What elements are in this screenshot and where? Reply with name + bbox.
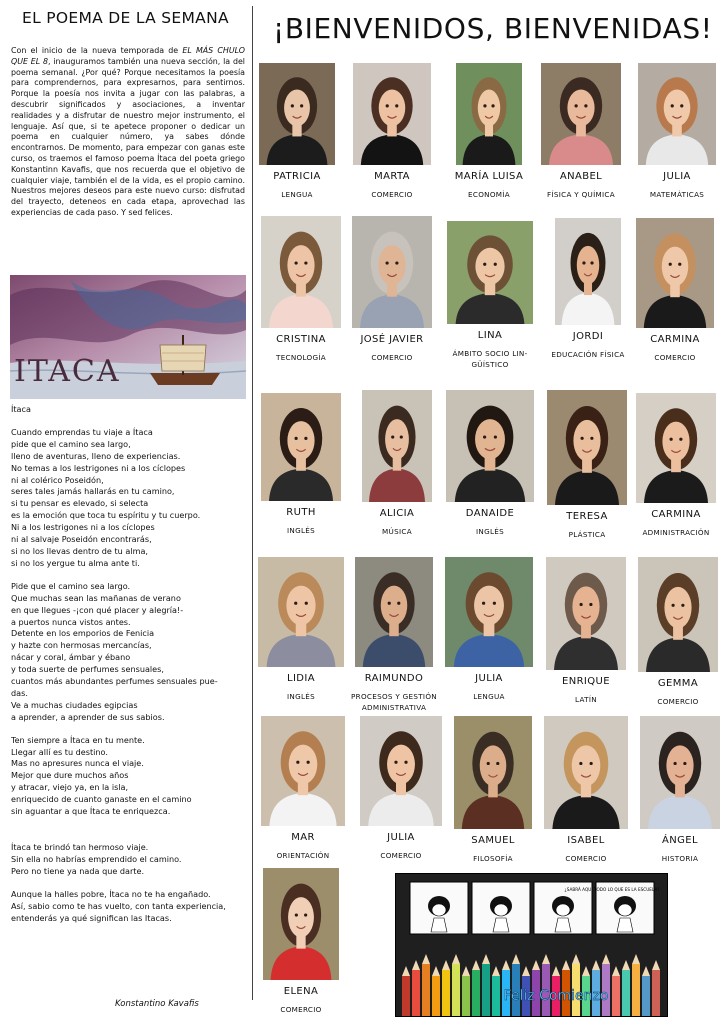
portrait-illustration — [446, 390, 534, 502]
pencil — [402, 976, 410, 1016]
welcome-title: ¡BIENVENIDOS, BIENVENIDAS! — [273, 12, 713, 45]
poem-line: Ítaca te brindó tan hermoso viaje. — [11, 842, 149, 852]
pencil — [622, 970, 630, 1016]
teacher-photo — [544, 716, 628, 829]
department-line: MATEMÁTICAS — [649, 190, 705, 199]
poem-line: Ni a los lestrigones ni a los cíclopes — [11, 522, 155, 533]
teacher-department — [615, 352, 724, 363]
portrait-illustration — [544, 716, 628, 829]
poem-line: Así, sabio como te has vuelto, con tanta experiencia, — [11, 900, 226, 911]
poem-line: y atracar, viejo ya, en la isla, — [11, 782, 129, 793]
portrait-illustration — [258, 557, 344, 667]
poem-line: No temas a los lestrigones ni a los cíclopes — [11, 462, 186, 473]
poem-line: enriquecido de cuanto ganaste en el camino — [11, 794, 192, 805]
poem-line: Mejor que dure muchos años — [11, 770, 129, 781]
teacher-name: RAIMUNDO — [364, 673, 424, 684]
intro-text-2: , inauguramos también una nueva sección, la del poema semanal. ¿Por qué? Porque necesitamos la poesía para comprendernos, para expresarnos, para sentirnos. Porque la poesía nos invita a jugar con las palabras, a descubrir significados y asociaciones, a inventar realidades y a disfrutar de nuestro mejor instrumento, el lenguaje. Así que, si te apetece proponer o dedicar un poema en cualquier número, ya sabes dónde encontrarnos. De momento, para empezar con ganas este curso, os traemos el famoso poema Ítaca del poeta griego Konstantinn Kavafis, que nos recuerda que el objetivo de cualquier viaje, también el de la vida, es el propio camino. Nuestros mejores deseos para este nuevo curso: disfrutad del trayecto, deteneos en cada etapa, aprovechad las experiencias de cada paso. Y sed felices. — [11, 56, 245, 217]
poem-line: a aprender, a aprender de sus sabios. — [11, 711, 165, 722]
poem-line: Sin ella no habrías emprendido el camino. — [11, 853, 182, 864]
teacher-photo — [640, 716, 720, 829]
teacher-name: ÁNGEL — [662, 835, 698, 846]
teacher-name: JULIA — [663, 171, 691, 182]
teacher-photo — [638, 63, 716, 165]
pencil — [642, 976, 650, 1016]
poem-line: y toda suerte de perfumes sensuales, — [11, 664, 164, 675]
teacher-photo — [445, 557, 533, 667]
feliz-comienzo-caption: Feliz Comienzo — [503, 988, 609, 1004]
pencil — [442, 970, 450, 1016]
portrait-illustration — [555, 218, 621, 325]
poem-line: Aunque la halles pobre, Ítaca no te ha engañado. — [11, 888, 211, 899]
department-line: ADMINISTRACIÓN — [642, 528, 710, 537]
portrait-illustration — [261, 216, 341, 328]
teacher-department — [620, 853, 724, 864]
pencil — [612, 976, 620, 1016]
department-line: ECONOMÍA — [468, 190, 510, 199]
poem-line: si tu pensar es elevado, si selecta — [11, 498, 149, 509]
poem-line: sin aguantar a que Ítaca te enriquezca. — [11, 806, 171, 817]
itaca-watercolor — [10, 275, 246, 399]
portrait-illustration — [447, 221, 533, 324]
teacher-photo — [636, 218, 714, 328]
poem-line: si no los yergue tu alma ante ti. — [11, 557, 140, 568]
teacher-name: GEMMA — [657, 678, 699, 689]
itaca-illustration — [10, 275, 246, 399]
comic-speech: ¿SABRÁ AQUÍ TODO LO QUE ES LA ESCUELA? — [564, 887, 660, 892]
poem-text — [11, 404, 247, 935]
pencil — [632, 964, 640, 1016]
teacher-name: JOSÉ JAVIER — [360, 334, 424, 345]
magazine-name: EL MÁS CHULO QUE EL 8 — [11, 46, 245, 66]
department-line: COMERCIO — [380, 851, 422, 860]
department-line: INGLÉS — [287, 692, 315, 701]
portrait-illustration — [638, 557, 718, 672]
poem-line: Mas no apresures nunca el viaje. — [11, 758, 144, 769]
teacher-name: PATRICIA — [273, 171, 321, 182]
teacher-name: ALICIA — [379, 508, 415, 519]
pencil — [462, 976, 470, 1016]
portrait-illustration — [263, 868, 339, 980]
poem-line: ni al salvaje Poseidón encontrarás, — [11, 534, 152, 545]
department-line: COMERCIO — [565, 854, 607, 863]
poem-line: y hazte con hermosas mercancías, — [11, 640, 152, 651]
poem-line: ni al colérico Poseidón, — [11, 474, 104, 485]
poem-line: Llegar allí es tu destino. — [11, 746, 108, 757]
teacher-photo — [353, 63, 431, 165]
teacher-photo — [446, 390, 534, 502]
poem-line: Que muchas sean las mañanas de verano — [11, 592, 181, 603]
department-line: TECNOLOGÍA — [276, 353, 326, 362]
pencil — [422, 964, 430, 1016]
portrait-illustration — [360, 716, 442, 826]
poem-section-title: EL POEMA DE LA SEMANA — [22, 9, 229, 27]
pencil — [412, 970, 420, 1016]
teacher-photo — [259, 63, 335, 165]
poem-line: Pide que el camino sea largo. — [11, 580, 131, 591]
teacher-name: CRISTINA — [276, 334, 326, 345]
poem-stanza — [11, 735, 247, 818]
mafalda-face — [618, 904, 632, 916]
poem-line: seres tales jamás hallarás en tu camino, — [11, 486, 175, 497]
teacher-photo — [636, 393, 716, 503]
portrait-illustration — [355, 557, 433, 667]
department-line: FILOSOFÍA — [473, 854, 513, 863]
department-line: LENGUA — [473, 692, 505, 701]
teacher-department — [618, 696, 724, 707]
poem-line: si no los llevas dentro de tu alma, — [11, 545, 148, 556]
poem-line: lleno de aventuras, lleno de experiencias. — [11, 450, 181, 461]
intro-text-1: Con el inicio de la nueva temporada de — [11, 46, 183, 55]
teacher-name: CARMINA — [651, 509, 701, 520]
portrait-illustration — [352, 216, 432, 328]
teacher-photo — [261, 716, 345, 826]
department-line: ORIENTACIÓN — [276, 851, 330, 860]
teacher-name: MARTA — [374, 171, 410, 182]
poem-line: entenderás ya qué significan las Itacas. — [11, 912, 172, 923]
mafalda-body — [431, 918, 447, 932]
poem-line: a puertos nunca vistos antes. — [11, 616, 131, 627]
poem-line: Ve a muchas ciudades egipcias — [11, 699, 138, 710]
portrait-illustration — [261, 393, 341, 501]
department-line: EDUCACIÓN FÍSICA — [551, 350, 625, 359]
teacher-name: TERESA — [566, 511, 608, 522]
itaca-image-text: ITACA — [14, 354, 121, 389]
teacher-name: DANAIDE — [465, 508, 515, 519]
poem-stanza — [11, 842, 247, 878]
department-line: COMERCIO — [371, 190, 413, 199]
poem-intro — [11, 46, 245, 219]
teacher-department — [241, 1004, 361, 1015]
pencil — [652, 970, 660, 1016]
feliz-comienzo-image — [395, 873, 668, 1017]
pencil — [452, 964, 460, 1016]
teacher-photo — [547, 390, 627, 505]
teacher-name: LINA — [477, 330, 503, 341]
teacher-photo — [360, 716, 442, 826]
department-line: HISTORIA — [661, 854, 699, 863]
teacher-photo — [258, 557, 344, 667]
department-line: INGLÉS — [476, 527, 504, 536]
poem-stanza — [11, 889, 247, 925]
poem-line: Cuando emprendas tu viaje a Ítaca — [11, 426, 153, 437]
department-line: LATÍN — [575, 695, 597, 704]
teacher-name: MAR — [291, 832, 315, 843]
department-line: PLÁSTICA — [568, 530, 606, 539]
teacher-photo — [555, 218, 621, 325]
teacher-department — [617, 189, 724, 200]
teacher-name: ISABEL — [567, 835, 605, 846]
portrait-illustration — [636, 218, 714, 328]
teacher-photo — [263, 868, 339, 980]
teacher-name: ENRIQUE — [561, 676, 610, 687]
poem-line: pide que el camino sea largo, — [11, 438, 131, 449]
portrait-illustration — [259, 63, 335, 165]
department-line: COMERCIO — [654, 353, 696, 362]
teacher-name: JORDI — [572, 331, 604, 342]
teacher-photo — [546, 557, 626, 670]
portrait-illustration — [456, 63, 522, 165]
poem-line: Pero no tiene ya nada que darte. — [11, 865, 145, 876]
portrait-illustration — [454, 716, 532, 829]
poem-line: nácar y coral, ámbar y ébano — [11, 652, 131, 663]
department-line: INGLÉS — [287, 526, 315, 535]
mafalda-face — [432, 904, 446, 916]
teacher-photo — [362, 390, 432, 502]
portrait-illustration — [445, 557, 533, 667]
portrait-illustration — [362, 390, 432, 502]
department-line: FÍSICA Y QUÍMICA — [547, 190, 615, 199]
portrait-illustration — [640, 716, 720, 829]
teacher-photo — [638, 557, 718, 672]
poem-author: Konstantino Kavafis — [115, 999, 199, 1009]
portrait-illustration — [636, 393, 716, 503]
teacher-photo — [355, 557, 433, 667]
teacher-name: CARMINA — [650, 334, 700, 345]
teacher-name: LIDIA — [286, 673, 315, 684]
portrait-illustration — [353, 63, 431, 165]
portrait-illustration — [546, 557, 626, 670]
teacher-name: RUTH — [286, 507, 316, 518]
poem-column — [0, 0, 250, 1024]
department-line: COMERCIO — [280, 1005, 322, 1014]
pencil — [472, 970, 480, 1016]
mafalda-body — [493, 918, 509, 932]
teacher-department — [616, 527, 724, 538]
mafalda-comic — [396, 874, 667, 1016]
teacher-name: SAMUEL — [471, 835, 515, 846]
poem-line: cuantos más abundantes perfumes sensuales pue- — [11, 676, 218, 687]
pencil — [432, 976, 440, 1016]
department-line: ADMINISTRATIVA — [361, 703, 427, 712]
teacher-photo — [261, 216, 341, 328]
department-line: LENGUA — [281, 190, 313, 199]
portrait-illustration — [541, 63, 621, 165]
poem-line: en que llegues -¡con qué placer y alegría!- — [11, 604, 184, 615]
department-line: MÚSICA — [382, 527, 412, 536]
teacher-name: JULIA — [475, 673, 503, 684]
department-line: GÜÍSTICO — [471, 360, 509, 369]
poem-line: Detente en los emporios de Fenicia — [11, 628, 155, 639]
mafalda-body — [555, 918, 571, 932]
department-line: COMERCIO — [371, 353, 413, 362]
teacher-photo — [454, 716, 532, 829]
poem-line: es la emoción que toca tu espíritu y tu cuerpo. — [11, 510, 201, 521]
teacher-photo — [352, 216, 432, 328]
mafalda-face — [556, 904, 570, 916]
poem-line: das. — [11, 687, 28, 698]
teacher-photo — [541, 63, 621, 165]
department-line: PROCESOS Y GESTIÓN — [351, 692, 437, 701]
poem-title: Ítaca — [11, 404, 31, 414]
poem-stanza — [11, 427, 247, 570]
mafalda-body — [617, 918, 633, 932]
teacher-name: ANABEL — [559, 171, 603, 182]
portrait-illustration — [547, 390, 627, 505]
teacher-name: MARÍA LUISA — [454, 171, 524, 182]
teacher-photo — [447, 221, 533, 324]
poem-stanza — [11, 581, 247, 724]
teacher-photo — [261, 393, 341, 501]
portrait-illustration — [638, 63, 716, 165]
mafalda-face — [494, 904, 508, 916]
teacher-name: JULIA — [387, 832, 415, 843]
portrait-illustration — [261, 716, 345, 826]
department-line: COMERCIO — [657, 697, 699, 706]
pencil — [482, 964, 490, 1016]
pencil — [492, 976, 500, 1016]
poem-line: Ten siempre a Ítaca en tu mente. — [11, 734, 145, 745]
teacher-name: ELENA — [283, 986, 319, 997]
teacher-photo — [456, 63, 522, 165]
department-line: ÁMBITO SOCIO LIN- — [452, 349, 528, 358]
